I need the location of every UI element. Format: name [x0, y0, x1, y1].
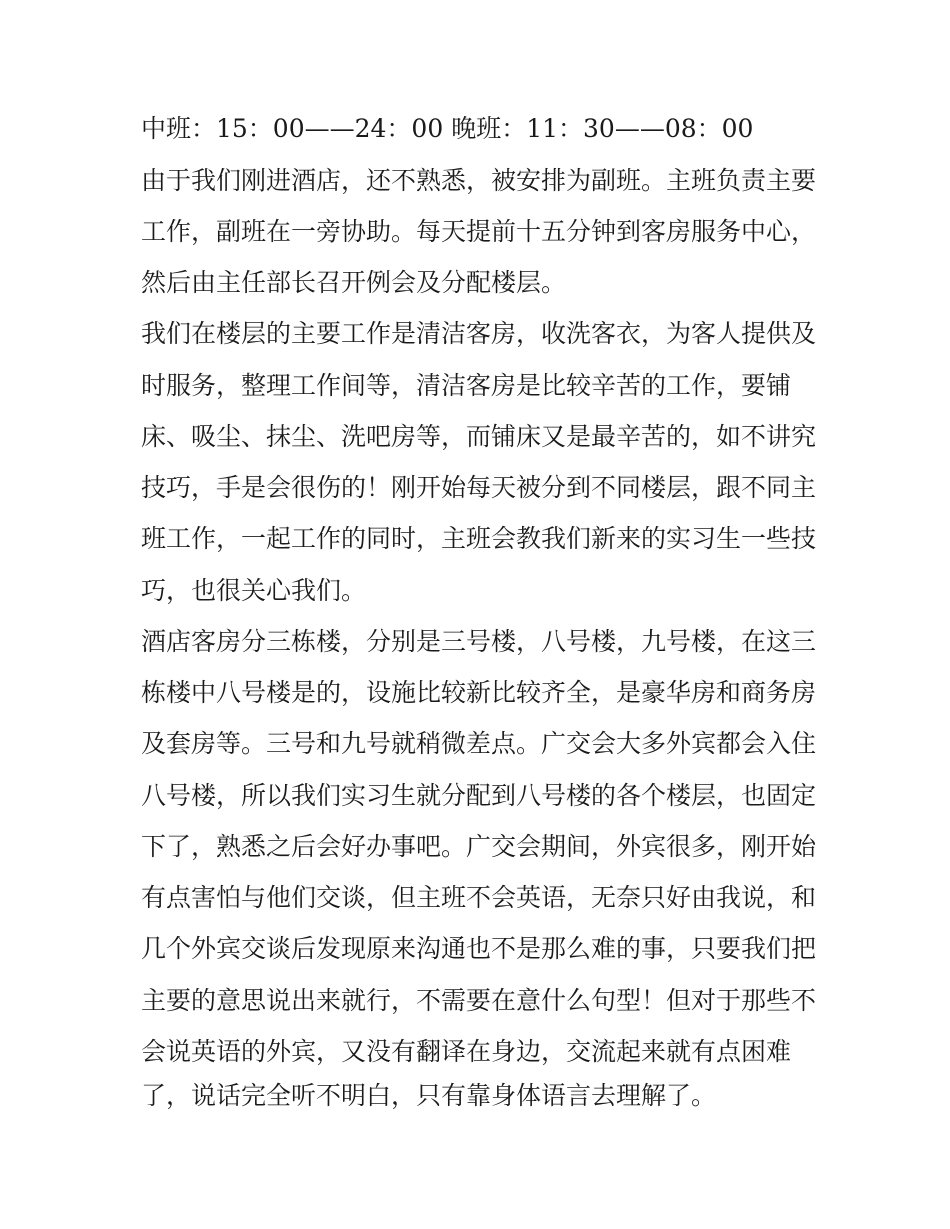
text-line: 及套房等。三号和九号就稍微差点。广交会大多外宾都会入住 [141, 729, 817, 758]
text-line: 技巧，手是会很伤的！刚开始每天被分到不同楼层，跟不同主 [141, 473, 817, 502]
text-line: 巧，也很关心我们。 [141, 576, 367, 605]
text-line: 由于我们刚进酒店，还不熟悉，被安排为副班。主班负责主要 [141, 166, 817, 195]
text-line: 床、吸尘、抹尘、洗吧房等，而铺床又是最辛苦的，如不讲究 [141, 422, 817, 451]
text-line: 时服务，整理工作间等，清洁客房是比较辛苦的工作，要铺 [141, 371, 792, 400]
text-line: 班工作，一起工作的同时，主班会教我们新来的实习生一些技 [141, 524, 817, 553]
text-line: 酒店客房分三栋楼，分别是三号楼，八号楼，九号楼，在这三 [141, 627, 817, 656]
text-line: 我们在楼层的主要工作是清洁客房，收洗客衣，为客人提供及 [141, 319, 817, 348]
text-line: 八号楼，所以我们实习生就分配到八号楼的各个楼层，也固定 [141, 781, 817, 810]
text-line: 会说英语的外宾，又没有翻译在身边，交流起来就有点困难 [141, 1037, 792, 1066]
text-line: 主要的意思说出来就行，不需要在意什么句型！但对于那些不 [141, 986, 817, 1015]
shift-times-line: 中班：15：00——24：00 晚班：11：30——08：00 [141, 114, 754, 143]
text-line: 有点害怕与他们交谈，但主班不会英语，无奈只好由我说，和 [141, 883, 817, 912]
text-line: 工作，副班在一旁协助。每天提前十五分钟到客房服务中心， [141, 217, 817, 246]
text-line: 栋楼中八号楼是的，设施比较新比较齐全，是豪华房和商务房 [141, 678, 817, 707]
text-line: 了，说话完全听不明白，只有靠身体语言去理解了。 [141, 1081, 717, 1110]
text-line: 几个外宾交谈后发现原来沟通也不是那么难的事，只要我们把 [141, 934, 817, 963]
text-line: 然后由主任部长召开例会及分配楼层。 [141, 268, 567, 297]
text-line: 下了，熟悉之后会好办事吧。广交会期间，外宾很多，刚开始 [141, 832, 817, 861]
